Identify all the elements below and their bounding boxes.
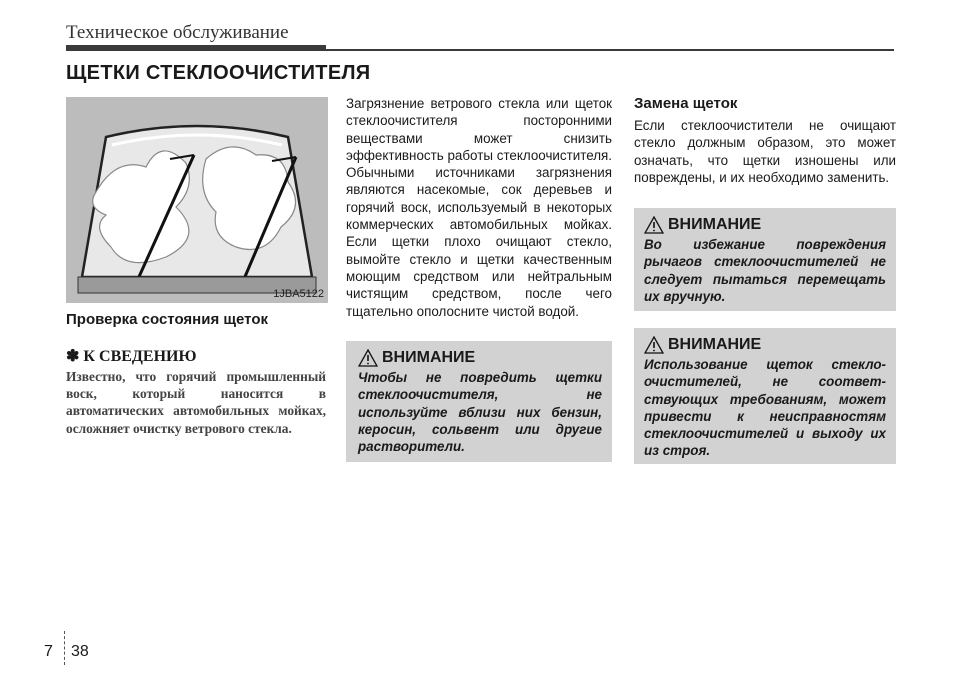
warning-box-arms <box>634 208 896 311</box>
warning-triangle-icon <box>358 349 378 367</box>
contamination-paragraph: Загрязнение ветрового стекла или щеток стеклоочистителя посторонними веществами может снизить эффективность работы стеклоочистителя. Обычными источниками загрязнения являются насекомые, сок деревьев и горячий воск, используемый в некоторых коммерческих автомобильных мойках. Если щетки плохо очищают стекло, вымойте стекло и щетки качественным моющим средством или нейтральным чистящим средством, после чего тщательно ополосните чистой водой. <box>346 96 612 319</box>
warning-triangle-icon <box>644 216 664 234</box>
note-title: ✽ К СВЕДЕНИЮ <box>66 348 197 365</box>
warning-header <box>644 336 886 354</box>
warning-title: ВНИМАНИЕ <box>668 336 762 353</box>
figure-code: 1JBA5122 <box>273 288 324 300</box>
replacement-paragraph: Если стеклоочистители не очищают стекло должным образом, это может означать, что щетки изношены или повреждены, и их необходимо заменить. <box>634 118 896 185</box>
header-rule-thick <box>66 45 326 51</box>
warning-body: Во избежание повреждения рычагов стеклоочистителей не следует пытаться перемещать их вручную. <box>644 237 886 304</box>
warning-box-solvents <box>346 341 612 462</box>
replacement-title: Замена щеток <box>634 95 738 112</box>
warning-triangle-icon <box>644 336 664 354</box>
note-body: Известно, что горячий промышленный воск, который наносится в автоматических автомобильных мойках, осложняет очистку ветрового стекла. <box>66 369 326 436</box>
warning-title: ВНИМАНИЕ <box>668 216 762 233</box>
chapter-number: 7 <box>44 643 53 660</box>
warning-header <box>644 216 886 234</box>
warning-box-nonstandard-blades <box>634 328 896 464</box>
running-header-title: Техническое обслуживание <box>66 22 289 43</box>
warning-header <box>358 349 602 367</box>
warning-body: Чтобы не повредить щетки стеклоочистителя, не используйте вблизи них бензин, керосин, сольвент или другие растворители. <box>358 370 602 455</box>
page-number: 38 <box>71 643 89 660</box>
figure-caption: Проверка состояния щеток <box>66 311 268 328</box>
warning-body: Использование щеток стеклоочистителей, не соответствующих требованиям, может привести к неисправностям стеклоочистителей и выходу их из строя. <box>644 357 886 459</box>
header-rule-thin <box>326 49 894 51</box>
warning-title: ВНИМАНИЕ <box>382 349 476 366</box>
page-number-divider <box>64 631 65 665</box>
section-title: ЩЕТКИ СТЕКЛООЧИСТИТЕЛЯ <box>66 62 371 84</box>
wiper-illustration <box>66 97 328 303</box>
windshield-wipers-drawing <box>66 97 328 303</box>
